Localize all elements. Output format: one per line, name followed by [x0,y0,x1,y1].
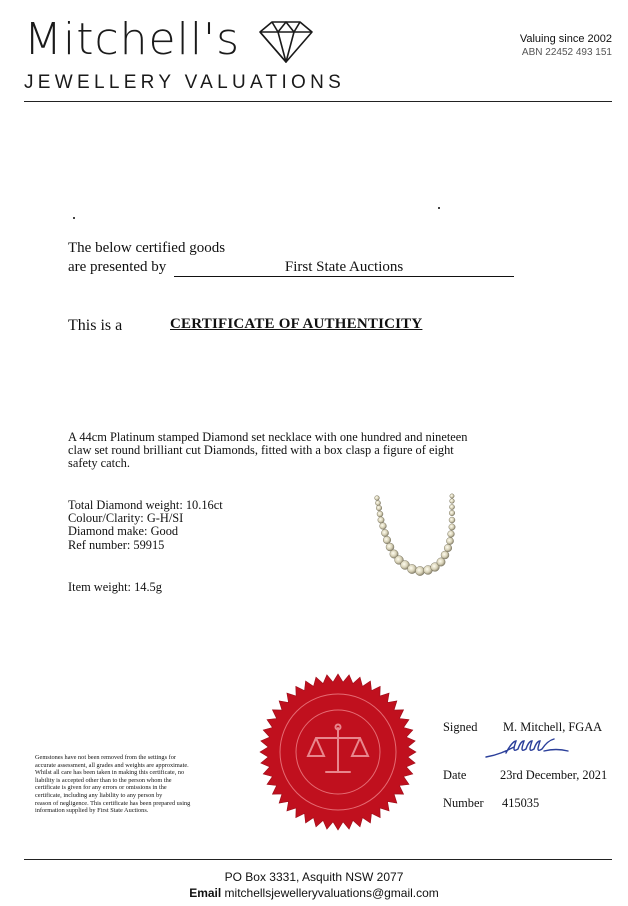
ref-number: Ref number: 59915 [68,537,165,552]
speck [73,217,75,219]
disclaimer-line: certificate is given for any errors or omissions in the [35,784,167,792]
disclaimer-line: information supplied by First State Auctions. [35,807,149,815]
colour-clarity: Colour/Clarity: G-H/SI [68,511,184,526]
email-value: mitchellsjewelleryvaluations@gmail.com [224,886,439,900]
valuing-since-block [520,33,612,59]
number-value: 415035 [502,796,540,810]
disclaimer [35,754,205,815]
presented-by-label: are presented by [68,259,167,275]
footer-address: PO Box 3331, Asquith NSW 2077 [224,870,404,884]
presentation-line-1: The below certified goods [68,240,226,256]
description-line-3: safety catch. [68,456,130,471]
footer-email-line [0,886,628,900]
signed-value: M. Mitchell, FGAA [503,720,603,734]
brand-name: Mitchell's [24,14,241,65]
signed-label: Signed [443,720,478,734]
footer-rule [24,859,612,860]
date-value: 23rd December, 2021 [500,768,608,782]
certificate-title: CERTIFICATE OF AUTHENTICITY [170,316,423,332]
email-label: Email [189,886,222,900]
diamond-icon [250,18,322,66]
brand-subtitle: JEWELLERY VALUATIONS [24,72,346,93]
item-details [68,499,223,552]
abn-text: ABN 22452 493 151 [521,47,612,58]
diamond-weight: Total Diamond weight: 10.16ct [68,498,223,512]
disclaimer-line: accurate assessment, all grades and weights are approximate. [35,761,189,769]
speck [438,207,440,209]
description-line-1: A 44cm Platinum stamped Diamond set necklace with one hundred and nineteen [68,430,468,444]
description-line-2: claw set round brilliant cut Diamonds, fitted with a box clasp a figure of eight [68,443,454,458]
handwritten-signature [484,737,570,761]
item-description [68,431,538,471]
disclaimer-line: certificate, including any liability to any person by [35,791,163,799]
disclaimer-line: liability is accepted other than to the person whom the [35,776,172,784]
item-weight: Item weight: 14.5g [68,580,162,594]
header-rule [24,101,612,102]
valuing-since-text: Valuing since 2002 [519,33,612,45]
necklace-photo [366,492,462,588]
presentation-line-2 [68,259,514,277]
date-label: Date [443,768,467,782]
disclaimer-line: reason of negligence. This certificate has been prepared using [35,799,191,807]
disclaimer-line: Whilst all care has been taken in making this certificate, no [35,769,185,777]
number-label: Number [443,796,484,810]
wax-seal [258,672,418,832]
disclaimer-line: Gemstones have not been removed from the settings for [35,754,176,761]
diamond-make: Diamond make: Good [68,524,179,539]
presented-by-value: First State Auctions [174,259,514,277]
certificate-prefix: This is a [68,317,123,334]
